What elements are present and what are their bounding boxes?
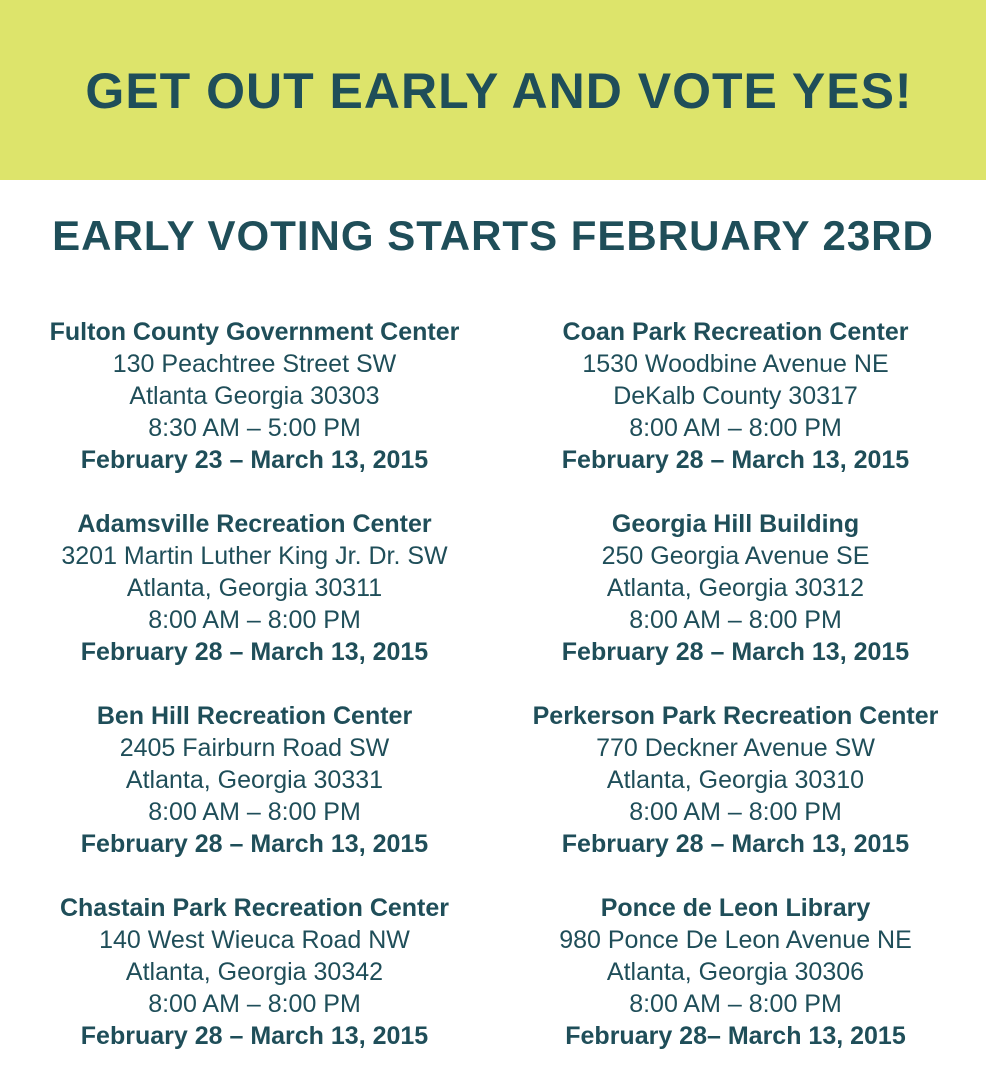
location-hours: 8:00 AM – 8:00 PM	[629, 606, 842, 634]
location-hours: 8:00 AM – 8:00 PM	[629, 414, 842, 442]
location-name: Coan Park Recreation Center	[562, 318, 909, 346]
location-address: 140 West Wieuca Road NW	[99, 926, 410, 954]
location-dates: February 28 – March 13, 2015	[561, 830, 910, 858]
location-city: Atlanta, Georgia 30311	[126, 574, 383, 602]
location-city: Atlanta, Georgia 30331	[125, 766, 384, 794]
location-name: Georgia Hill Building	[611, 510, 860, 538]
location-hours: 8:00 AM – 8:00 PM	[629, 990, 842, 1018]
location-city: Atlanta, Georgia 30312	[606, 574, 865, 602]
location-city: Atlanta, Georgia 30306	[606, 958, 865, 986]
location-dates: February 28 – March 13, 2015	[561, 638, 910, 666]
location-hours: 8:30 AM – 5:00 PM	[148, 414, 361, 442]
location-card	[8, 700, 501, 860]
location-dates: February 28 – March 13, 2015	[80, 638, 429, 666]
location-address: 3201 Martin Luther King Jr. Dr. SW	[61, 542, 448, 570]
location-dates: February 28 – March 13, 2015	[80, 830, 429, 858]
location-city: Atlanta, Georgia 30310	[606, 766, 865, 794]
location-name: Ponce de Leon Library	[600, 894, 871, 922]
location-city: Atlanta, Georgia 30342	[125, 958, 384, 986]
banner-title: GET OUT EARLY AND VOTE YES!	[85, 63, 913, 119]
location-card	[8, 316, 501, 476]
location-dates: February 28 – March 13, 2015	[561, 446, 910, 474]
location-dates: February 28– March 13, 2015	[565, 1022, 906, 1050]
page-subtitle: EARLY VOTING STARTS FEBRUARY 23RD	[52, 212, 934, 259]
location-hours: 8:00 AM – 8:00 PM	[629, 798, 842, 826]
header-banner	[0, 0, 986, 180]
location-city: DeKalb County 30317	[613, 382, 858, 410]
location-dates: February 23 – March 13, 2015	[80, 446, 429, 474]
location-card	[8, 892, 501, 1052]
location-name: Ben Hill Recreation Center	[96, 702, 413, 730]
location-card	[489, 508, 982, 668]
location-hours: 8:00 AM – 8:00 PM	[148, 990, 361, 1018]
location-name: Perkerson Park Recreation Center	[532, 702, 939, 730]
location-name: Fulton County Government Center	[49, 318, 460, 346]
location-name: Chastain Park Recreation Center	[59, 894, 450, 922]
location-address: 770 Deckner Avenue SW	[596, 734, 875, 762]
location-hours: 8:00 AM – 8:00 PM	[148, 798, 361, 826]
location-dates: February 28 – March 13, 2015	[80, 1022, 429, 1050]
location-address: 980 Ponce De Leon Avenue NE	[559, 926, 912, 954]
location-card	[489, 892, 982, 1052]
location-address: 250 Georgia Avenue SE	[601, 542, 870, 570]
location-name: Adamsville Recreation Center	[77, 510, 432, 538]
location-card	[489, 316, 982, 476]
location-address: 1530 Woodbine Avenue NE	[582, 350, 889, 378]
location-address: 130 Peachtree Street SW	[112, 350, 397, 378]
location-city: Atlanta Georgia 30303	[129, 382, 380, 410]
location-card	[489, 700, 982, 860]
location-hours: 8:00 AM – 8:00 PM	[148, 606, 361, 634]
location-address: 2405 Fairburn Road SW	[119, 734, 390, 762]
location-card	[8, 508, 501, 668]
